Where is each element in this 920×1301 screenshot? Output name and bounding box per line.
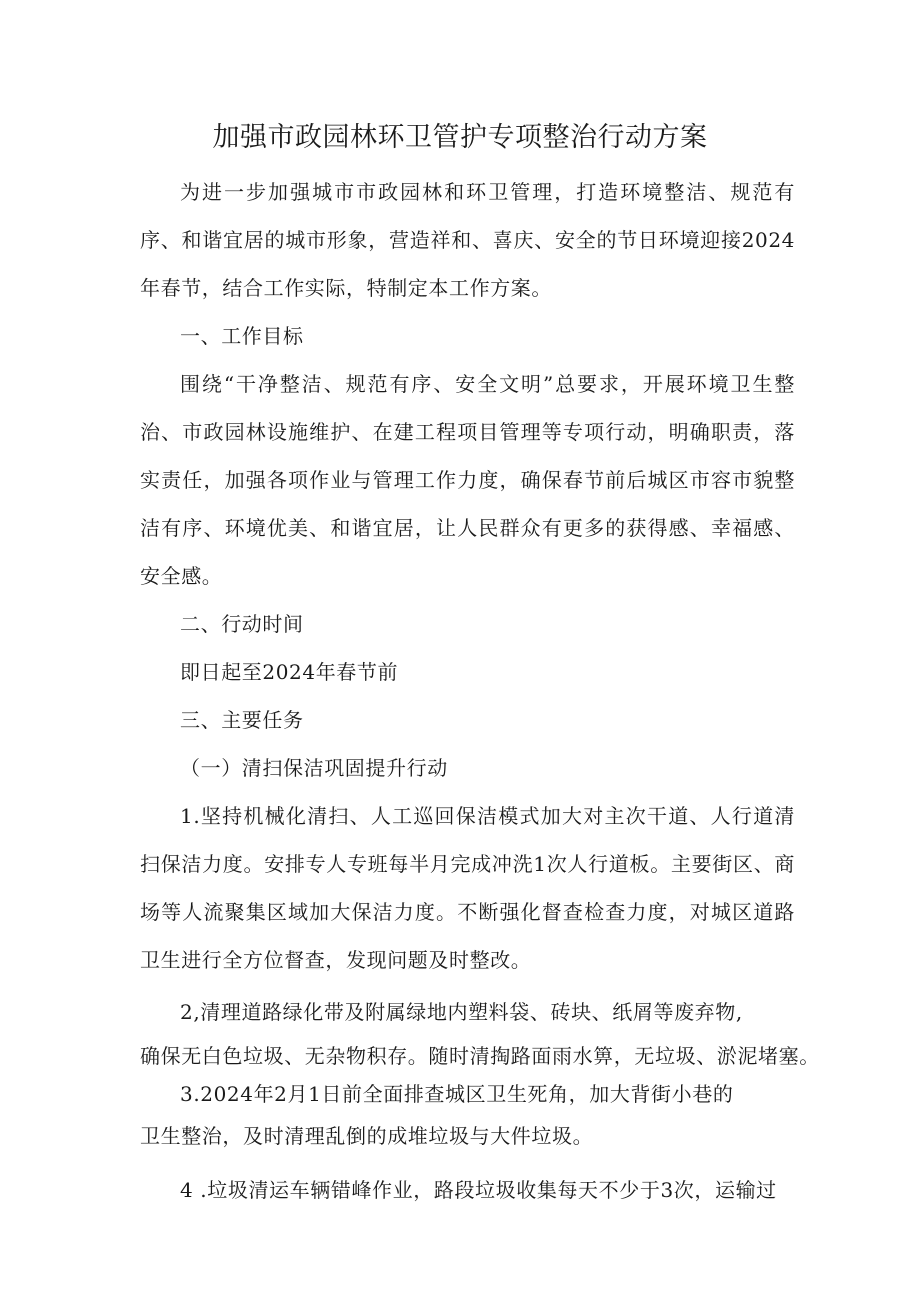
task-item-2 <box>140 988 820 1076</box>
goals-paragraph: 围绕“干净整洁、规范有序、安全文明”总要求，开展环境卫生整治、市政园林设施维护、在建工程项目管理等专项行动，明确职责，落实责任，加强各项作业与管理工作力度，确保春节前后城区市容市貌整洁有序、环境优美、和谐宜居，让人民群众有更多的获得感、幸福感、安全感。 <box>140 372 795 588</box>
task-item-4-line-1: 4 .垃圾清运车辆错峰作业，路段垃圾收集每天不少于3次，运输过 <box>180 1178 777 1202</box>
task-item-2-line-1: 2,清理道路绿化带及附属绿地内塑料袋、砖块、纸屑等废弃物, <box>180 1000 743 1024</box>
task-item-3-line-2: 卫生整治，及时清理乱倒的成堆垃圾与大件垃圾。 <box>140 1124 594 1148</box>
section-heading-time: 二、行动时间 <box>180 612 304 636</box>
intro-paragraph: 为进一步加强城市市政园林和环卫管理，打造环境整洁、规范有序、和谐宜居的城市形象，营造祥和、喜庆、安全的节日环境迎接2024年春节，结合工作实际，特制定本工作方案。 <box>140 180 795 300</box>
time-paragraph: 即日起至2024年春节前 <box>180 660 399 684</box>
task-item-1: 1.坚持机械化清扫、人工巡回保洁模式加大对主次干道、人行道清扫保洁力度。安排专人专班每半月完成冲洗1次人行道板。主要街区、商场等人流聚集区域加大保洁力度。不断强化督查检查力度，对城区道路卫生进行全方位督查，发现问题及时整改。 <box>140 804 795 972</box>
section-heading-tasks: 三、主要任务 <box>180 708 304 732</box>
section-heading-goals: 一、工作目标 <box>180 324 304 348</box>
task-item-3 <box>140 1076 795 1160</box>
task-item-3-line-1: 3.2024年2月1日前全面排查城区卫生死角，加大背街小巷的 <box>180 1082 734 1106</box>
document-title: 加强市政园林环卫管护专项整治行动方案 <box>212 122 708 153</box>
document-body <box>140 168 820 1214</box>
task-item-2-line-2: 确保无白色垃圾、无杂物积存。随时清掏路面雨水箅，无垃圾、淤泥堵塞。 <box>140 1044 820 1068</box>
subsection-heading-cleaning: （一）清扫保洁巩固提升行动 <box>180 756 448 780</box>
task-item-4 <box>140 1166 795 1214</box>
